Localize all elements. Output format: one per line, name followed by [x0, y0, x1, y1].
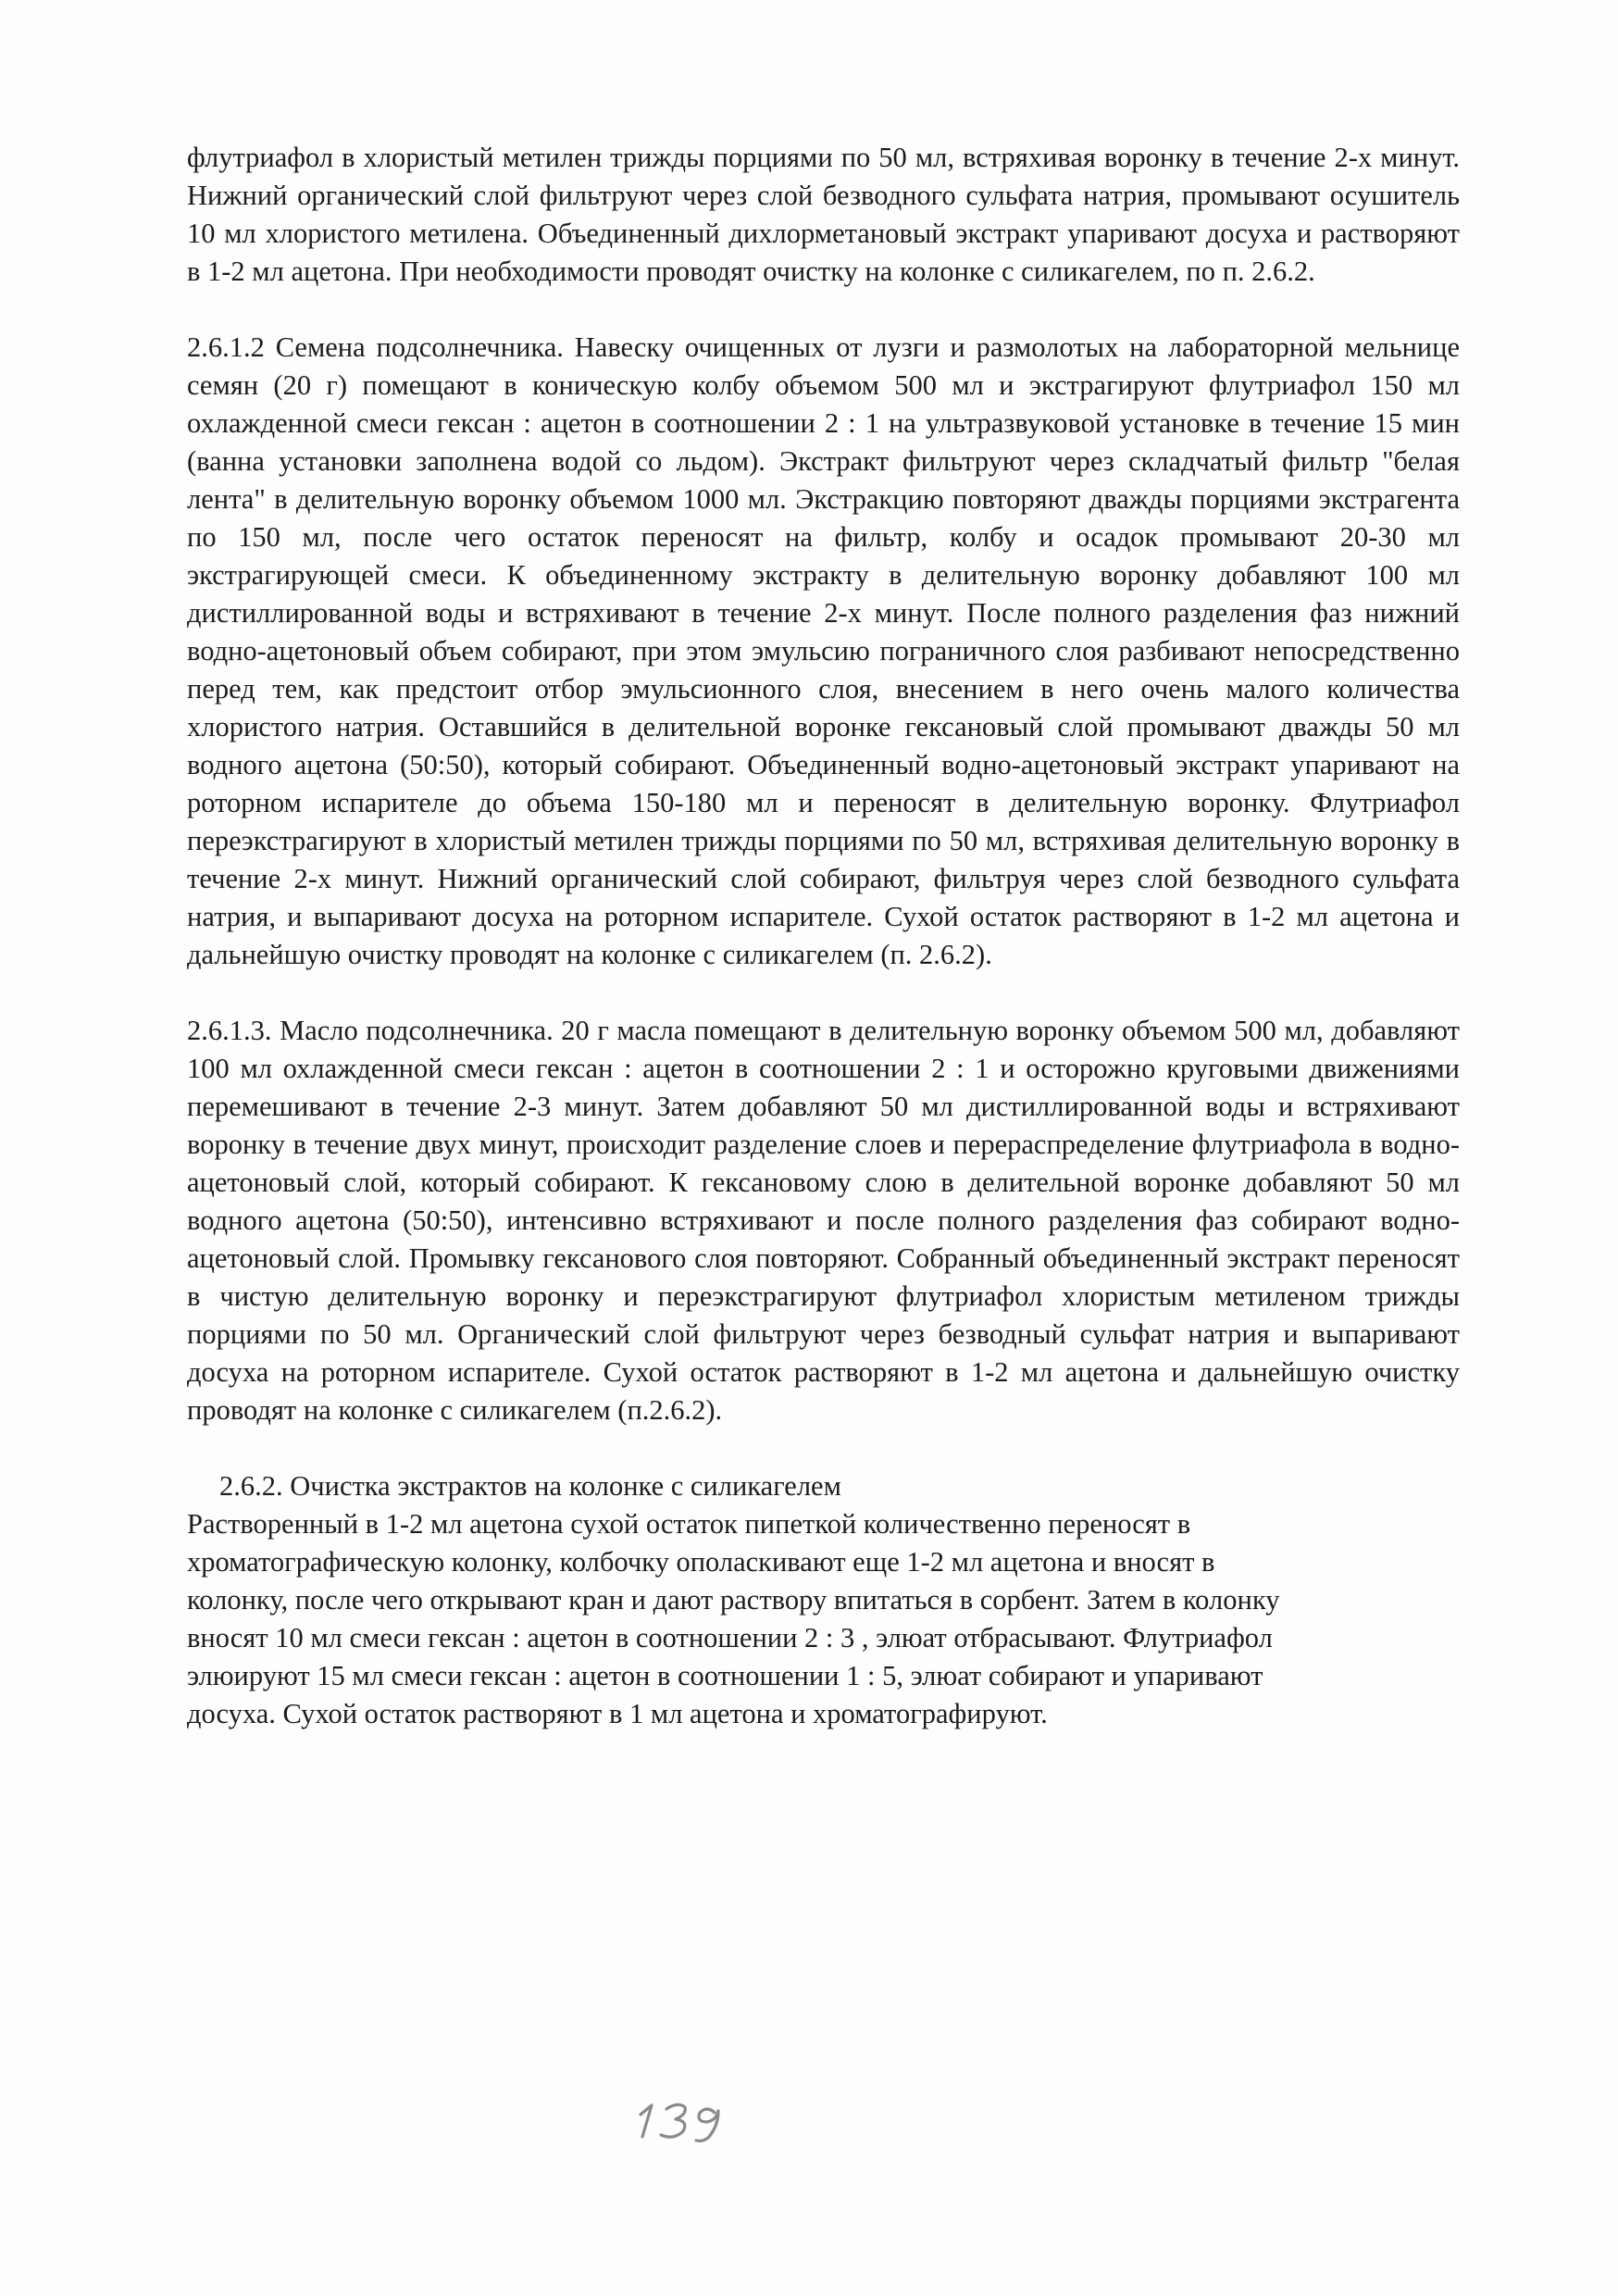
handwritten-page-number	[629, 2094, 768, 2150]
paragraph-sunflower-seeds: 2.6.1.2 Семена подсолнечника. Навеску очищенных от лузги и размолотых на лабораторной мельнице семян (20 г) помещают в коническую колбу объемом 500 мл и экстрагируют флутриафол 150 мл охлажденной смеси гексан : ацетон в соотношении 2 : 1 на ультразвуковой установке в течение 15 мин (ванна установки заполнена водой со льдом). Экстракт фильтруют через складчатый фильтр "белая лента" в делительную воронку объемом 1000 мл. Экстракцию повторяют дважды порциями экстрагента по 150 мл, после чего остаток переносят на фильтр, колбу и осадок промывают 20-30 мл экстрагирующей смеси. К объединенному экстракту в делительную воронку добавляют 100 мл дистиллированной воды и встряхивают в течение 2-х минут. После полного разделения фаз нижний водно-ацетоновый объем собирают, при этом эмульсию пограничного слоя разбивают непосредственно перед тем, как предстоит отбор эмульсионного слоя, внесением в него очень малого количества хлористого натрия. Оставшийся в делительной воронке гексановый слой промывают дважды 50 мл водного ацетона (50:50), который собирают. Объединенный водно-ацетоновый экстракт упаривают на роторном испарителе до объема 150-180 мл и переносят в делительную воронку. Флутриафол переэкстрагируют в хлористый метилен трижды порциями по 50 мл, встряхивая делительную воронку в течение 2-х минут. Нижний органический слой собирают, фильтруя через слой безводного сульфата натрия, и выпаривают досуха на роторном испарителе. Сухой остаток растворяют в 1-2 мл ацетона и дальнейшую очистку проводят на колонке с силикагелем (п. 2.6.2).	[187, 331, 1460, 970]
section-line: колонку, после чего открывают кран и дают раствору впитаться в сорбент. Затем в колонку	[187, 1584, 1280, 1616]
section-line: досуха. Сухой остаток растворяют в 1 мл ацетона и хроматографируют.	[187, 1698, 1048, 1729]
section-line: хроматографическую колонку, колбочку ополаскивают еще 1-2 мл ацетона и вносят в	[187, 1546, 1215, 1578]
section-line: элюируют 15 мл смеси гексан : ацетон в соотношении 1 : 5, элюат собирают и упаривают	[187, 1660, 1263, 1691]
paragraph-extraction-continued: флутриафол в хлористый метилен трижды порциями по 50 мл, встряхивая воронку в течение 2-х минут. Нижний органический слой фильтруют через слой безводного сульфата натрия, промывают осушитель 10 мл хлористого метилена. Объединенный дихлорметановый экстракт упаривают досуха и растворяют в 1-2 мл ацетона. При необходимости проводят очистку на колонке с силикагелем, по п. 2.6.2.	[187, 142, 1460, 287]
section-line: Растворенный в 1-2 мл ацетона сухой остаток пипеткой количественно переносят в	[187, 1508, 1191, 1540]
paragraph-sunflower-oil: 2.6.1.3. Масло подсолнечника. 20 г масла помещают в делительную воронку объемом 500 мл, добавляют 100 мл охлажденной смеси гексан : ацетон в соотношении 2 : 1 и осторожно круговыми движениями перемешивают в течение 2-3 минут. Затем добавляют 50 мл дистиллированной воды и встряхивают воронку в течение двух минут, происходит разделение слоев и перераспределение флутриафола в водно-ацетоновый слой, который собирают. К гексановому слою в делительной воронке добавляют 50 мл водного ацетона (50:50), интенсивно встряхивают и после полного разделения фаз собирают водно-ацетоновый слой. Промывку гексанового слоя повторяют. Собранный объединенный экстракт переносят в чистую делительную воронку и переэкстрагируют флутриафол хлористым метиленом трижды порциями по 50 мл. Органический слой фильтруют через безводный сульфат натрия и выпаривают досуха на роторном испарителе. Сухой остаток растворяют в 1-2 мл ацетона и дальнейшую очистку проводят на колонке с силикагелем (п.2.6.2).	[187, 1015, 1460, 1426]
document-body	[187, 139, 1460, 1733]
section-line: вносят 10 мл смеси гексан : ацетон в соотношении 2 : 3 , элюат отбрасывают. Флутриафол	[187, 1622, 1273, 1653]
section-title: 2.6.2. Очистка экстрактов на колонке с силикагелем	[219, 1470, 841, 1502]
page-number-drawing	[629, 2094, 768, 2150]
section-silica-gel-cleanup	[187, 1467, 1460, 1733]
